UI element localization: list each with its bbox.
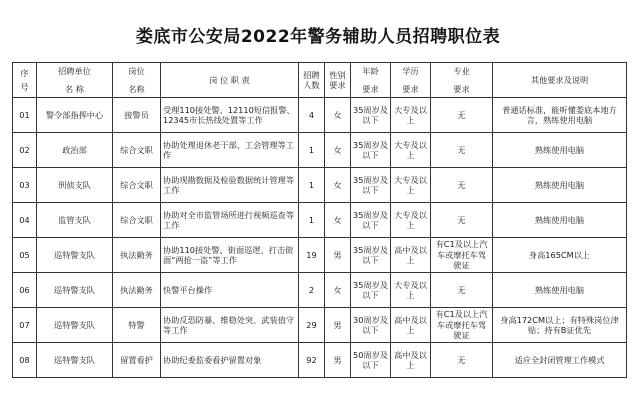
cell-other: 熟练使用电脑: [493, 273, 627, 308]
header-unit: [37, 63, 113, 98]
cell-duty: 协助现勘数据及检验数据统计管理等工作: [161, 168, 299, 203]
header-post-line2: 名称: [128, 84, 145, 94]
cell-duty: 协助纪委监委看护留置对象: [161, 343, 299, 378]
cell-age: 35周岁及以下: [351, 238, 391, 273]
cell-other: 身高165CM以上: [493, 238, 627, 273]
cell-gender: 女: [325, 133, 351, 168]
cell-major: 有C1及以上汽车或摩托车驾驶证: [431, 238, 493, 273]
cell-gender: 男: [325, 238, 351, 273]
cell-unit: 监管支队: [37, 203, 113, 238]
cell-major: 无: [431, 133, 493, 168]
cell-gender: 女: [325, 203, 351, 238]
table-header: [13, 63, 627, 98]
header-post-line1: 岗位: [128, 65, 145, 76]
header-seq: [13, 63, 37, 98]
cell-unit: 警令部指挥中心: [37, 98, 113, 133]
cell-post: 综合文职: [113, 168, 161, 203]
cell-gender: 女: [325, 168, 351, 203]
cell-duty: 协助反恐防暴、维稳处突、武装值守等工作: [161, 308, 299, 343]
cell-other: 熟练使用电脑: [493, 133, 627, 168]
cell-unit: 政治部: [37, 133, 113, 168]
cell-major: 有C1及以上汽车或摩托车驾驶证: [431, 308, 493, 343]
cell-post: 执法勤务: [113, 273, 161, 308]
cell-other: 普通话标准，能听懂娄底本地方言，熟练使用电脑: [493, 98, 627, 133]
cell-age: 30周岁及以下: [351, 308, 391, 343]
cell-gender: 女: [325, 273, 351, 308]
cell-edu: 大专及以上: [391, 273, 431, 308]
cell-edu: 高中及以上: [391, 238, 431, 273]
cell-edu: 高中及以上: [391, 308, 431, 343]
cell-edu: 大专及以上: [391, 98, 431, 133]
header-seq-line1: 序: [20, 67, 29, 78]
cell-num: 92: [299, 343, 325, 378]
cell-num: 1: [299, 168, 325, 203]
cell-num: 2: [299, 273, 325, 308]
header-row: [13, 63, 627, 98]
table-row: [13, 238, 627, 273]
cell-seq: 07: [13, 308, 37, 343]
header-edu: [391, 63, 431, 98]
cell-unit: 巡特警支队: [37, 308, 113, 343]
header-unit-line2: 名 称: [65, 84, 84, 94]
header-edu-line2: 要求: [402, 84, 419, 94]
cell-major: 无: [431, 168, 493, 203]
cell-duty: 快警平台操作: [161, 273, 299, 308]
cell-major: 无: [431, 273, 493, 308]
table-row: [13, 308, 627, 343]
header-num: [299, 63, 325, 98]
header-other: 其他要求及说明: [493, 63, 627, 98]
header-major-line1: 专业: [453, 65, 470, 76]
recruitment-table: [12, 62, 627, 378]
header-edu-line1: 学历: [402, 65, 419, 76]
header-gender-line1: 性别: [329, 69, 346, 80]
cell-duty: 协助对全市监管场所进行视频巡查等工作: [161, 203, 299, 238]
cell-post: 综合文职: [113, 133, 161, 168]
header-gender: [325, 63, 351, 98]
cell-seq: 01: [13, 98, 37, 133]
table-body: [13, 98, 627, 378]
table-row: [13, 343, 627, 378]
cell-unit: 刑侦支队: [37, 168, 113, 203]
cell-edu: 大专及以上: [391, 133, 431, 168]
cell-other: 适应全封闭管理工作模式: [493, 343, 627, 378]
cell-seq: 02: [13, 133, 37, 168]
cell-major: 无: [431, 98, 493, 133]
cell-post: 留置看护: [113, 343, 161, 378]
header-age-line1: 年龄: [362, 65, 379, 76]
table-row: [13, 168, 627, 203]
table-row: [13, 133, 627, 168]
cell-other: 身高172CM以上；有特殊岗位津贴；持有B证优先: [493, 308, 627, 343]
cell-major: 无: [431, 203, 493, 238]
cell-edu: 大专及以上: [391, 168, 431, 203]
header-age-line2: 要求: [362, 84, 379, 94]
cell-seq: 03: [13, 168, 37, 203]
cell-duty: 协助110接处警、街面巡逻、打击街面“两抢一盗”等工作: [161, 238, 299, 273]
header-age: [351, 63, 391, 98]
header-duty: 岗 位 职 责: [161, 63, 299, 98]
cell-num: 29: [299, 308, 325, 343]
cell-post: 特警: [113, 308, 161, 343]
header-post: [113, 63, 161, 98]
cell-duty: 协助处理退休老干部、工会管理等工作: [161, 133, 299, 168]
cell-unit: 巡特警支队: [37, 238, 113, 273]
cell-other: 熟练使用电脑: [493, 168, 627, 203]
header-unit-line1: 招聘单位: [58, 65, 91, 76]
cell-age: 35周岁及以下: [351, 168, 391, 203]
cell-age: 35周岁及以下: [351, 133, 391, 168]
cell-age: 35周岁及以下: [351, 98, 391, 133]
cell-gender: 男: [325, 308, 351, 343]
cell-age: 50周岁及以下: [351, 343, 391, 378]
cell-major: 无: [431, 343, 493, 378]
cell-edu: 大专及以上: [391, 203, 431, 238]
table-row: [13, 203, 627, 238]
header-major-line2: 要求: [453, 84, 470, 94]
cell-edu: 高中及以上: [391, 343, 431, 378]
header-gender-line2: 要求: [329, 80, 346, 90]
cell-num: 4: [299, 98, 325, 133]
cell-num: 1: [299, 203, 325, 238]
table-row: [13, 98, 627, 133]
header-major: [431, 63, 493, 98]
header-seq-line2: 号: [20, 82, 29, 92]
cell-duty: 受理110接处警、12110短信报警、12345市长热线处置等工作: [161, 98, 299, 133]
cell-num: 1: [299, 133, 325, 168]
cell-seq: 04: [13, 203, 37, 238]
header-num-line1: 招聘: [303, 69, 320, 80]
cell-post: 综合文职: [113, 203, 161, 238]
cell-unit: 巡特警支队: [37, 273, 113, 308]
cell-age: 35周岁及以下: [351, 273, 391, 308]
cell-seq: 08: [13, 343, 37, 378]
cell-seq: 05: [13, 238, 37, 273]
cell-seq: 06: [13, 273, 37, 308]
document-title: 娄底市公安局2022年警务辅助人员招聘职位表: [135, 27, 501, 47]
cell-age: 35周岁及以下: [351, 203, 391, 238]
cell-gender: 男: [325, 343, 351, 378]
cell-post: 执法勤务: [113, 238, 161, 273]
cell-num: 19: [299, 238, 325, 273]
table-row: [13, 273, 627, 308]
cell-other: 熟练使用电脑: [493, 203, 627, 238]
header-num-line2: 人数: [303, 80, 320, 90]
cell-post: 接警员: [113, 98, 161, 133]
cell-gender: 女: [325, 98, 351, 133]
cell-unit: 巡特警支队: [37, 343, 113, 378]
